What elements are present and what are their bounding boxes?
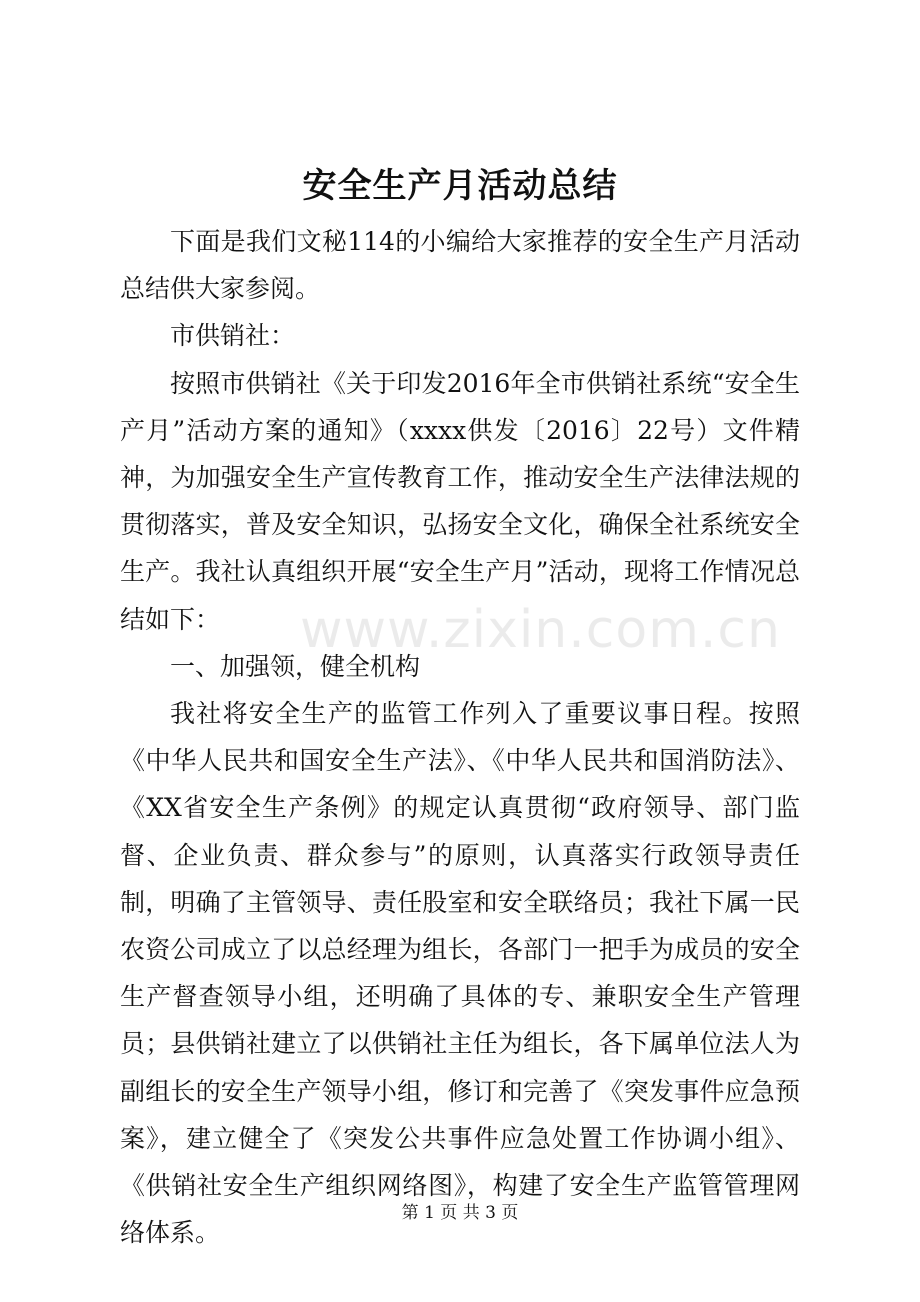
document-body xyxy=(120,218,800,1256)
paragraph-section-1: 我社将安全生产的监管工作列入了重要议事日程。按照《中华人民共和国安全生产法》、《中华人民共和国消防法》、《XX省安全生产条例》的规定认真贯彻“政府领导、部门监督、企业负责、群众参与”的原则，认真落实行政领导责任制，明确了主管领导、责任股室和安全联络员；我社下属一民农资公司成立了以总经理为组长，各部门一把手为成员的安全生产督查领导小组，还明确了具体的专、兼职安全生产管理员；县供销社建立了以供销社主任为组长，各下属单位法人为副组长的安全生产领导小组，修订和完善了《突发事件应急预案》，建立健全了《突发公共事件应急处置工作协调小组》、《供销社安全生产组织网络图》，构建了安全生产监管管理网络体系。 xyxy=(120,699,800,1248)
section-heading-1: 一、加强领，健全机构 xyxy=(170,651,421,681)
paragraph-intro: 下面是我们文秘114的小编给大家推荐的安全生产月活动总结供大家参阅。 xyxy=(120,227,800,304)
document-title: 安全生产月活动总结 xyxy=(302,166,618,206)
page-footer: 第 1 页 共 3 页 xyxy=(401,1203,519,1223)
paragraph-background: 按照市供销社《关于印发2016年全市供销社系统“安全生产月”活动方案的通知》（xxxx供发〔2016〕22号）文件精神，为加强安全生产宣传教育工作，推动安全生产法律法规的贯彻落实，普及安全知识，弘扬安全文化，确保全社系统安全生产。我社认真组织开展“安全生产月”活动，现将工作情况总结如下： xyxy=(120,368,800,634)
watermark: www.zixin.com.cn xyxy=(300,600,781,660)
paragraph-salutation: 市供销社： xyxy=(170,321,296,351)
